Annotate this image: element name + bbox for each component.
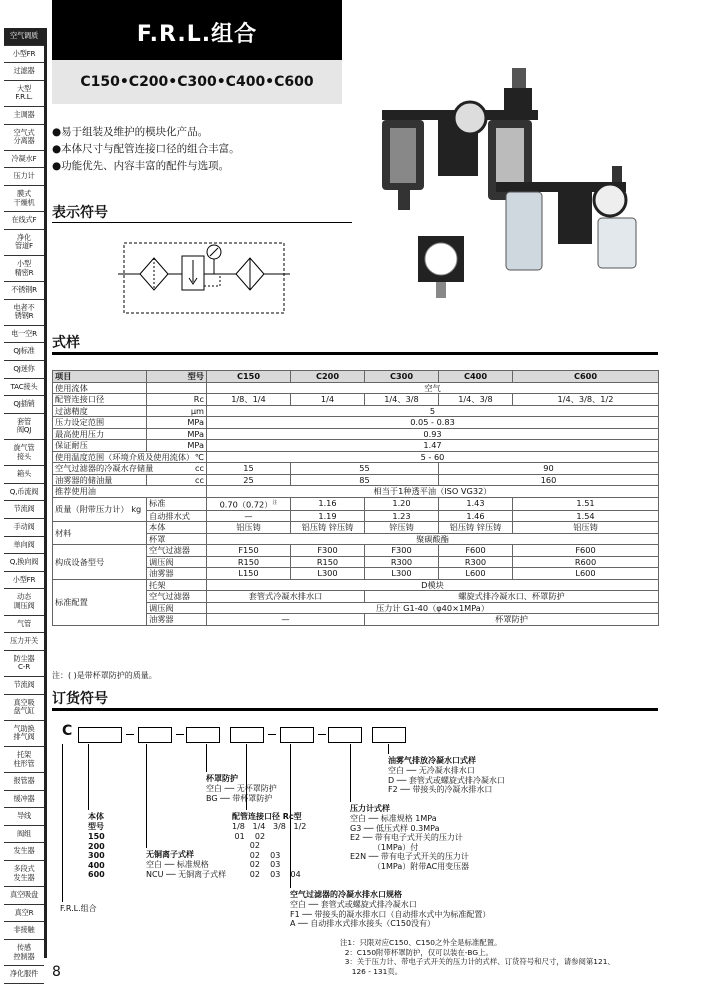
cell: 0.70（0.72） (219, 499, 273, 510)
table-row (53, 428, 659, 440)
sidebar-tab[interactable]: 导线 (4, 808, 44, 826)
cell: 杯罩防护 (365, 614, 659, 626)
cell: 1.20 (365, 497, 439, 510)
port-title: 配管连接口径 Rc型 (232, 812, 302, 821)
cell: — (207, 614, 365, 626)
leader-line (350, 744, 351, 802)
title-banner (52, 0, 342, 60)
cell: 1.43 (439, 497, 513, 510)
spec-heading-rule (52, 352, 658, 355)
cell: 套管式冷凝水排水口 (207, 591, 365, 603)
symbol-heading-rule (52, 222, 352, 223)
sidebar-tab[interactable]: 不锈钢R (4, 282, 44, 300)
product-photo (372, 68, 662, 302)
leader-line (388, 744, 389, 754)
sidebar-tab[interactable]: 小型FR (4, 572, 44, 590)
sidebar-tab[interactable]: Q,币流阀 (4, 484, 44, 502)
cell: 15 (207, 463, 291, 475)
row-unit: MPa (147, 428, 207, 440)
table-row (53, 463, 659, 475)
sub-label: 托架 (147, 579, 207, 591)
row-label: 最高使用压力 (53, 428, 147, 440)
subtitle-banner (52, 60, 342, 104)
cell: F300 (365, 545, 439, 557)
model-c150: C150 (207, 371, 291, 383)
table-row (53, 545, 659, 557)
sidebar-tab[interactable]: QJ迷你 (4, 361, 44, 379)
cell: R300 (365, 556, 439, 568)
page-title: F.R.L.组合 (136, 22, 258, 47)
note-mark: 注 (272, 499, 278, 506)
sidebar-tab[interactable]: 节流阀 (4, 501, 44, 519)
cell: L300 (365, 568, 439, 580)
row-unit: MPa (147, 440, 207, 452)
row-label: 油雾器的储油量 (53, 474, 147, 486)
model-c600: C600 (513, 371, 659, 383)
sub-label: 调压阀 (147, 602, 207, 614)
leader-line (146, 744, 147, 848)
sidebar-tab[interactable]: 压力计 (4, 168, 44, 186)
spec-heading: 式样 (52, 335, 80, 351)
cell: 90 (439, 463, 659, 475)
cell: 1.23 (365, 510, 439, 522)
model-c400: C400 (439, 371, 513, 383)
cell: 85 (291, 474, 439, 486)
row-value: 1.47 (207, 440, 659, 452)
cell: 1/4、3/8 (439, 394, 513, 406)
cell: R150 (207, 556, 291, 568)
code-dash (126, 734, 134, 735)
cell: F600 (513, 545, 659, 557)
sidebar-tab[interactable]: 套管 阀QJ (4, 414, 44, 440)
row-label: 标准配置 (53, 579, 147, 625)
sub-label: 调压阀 (147, 556, 207, 568)
drainf-title: 空气过滤器的冷凝水排水口规格 (290, 890, 402, 899)
cell: L600 (439, 568, 513, 580)
cell: R600 (513, 556, 659, 568)
code-box-drainl (372, 727, 406, 743)
code-dash (176, 734, 184, 735)
cell: F150 (207, 545, 291, 557)
model-c300: C300 (365, 371, 439, 383)
cell: 25 (207, 474, 291, 486)
row-label: 推荐使用油 (53, 486, 207, 498)
code-box-drainf (328, 727, 362, 743)
sidebar-tab[interactable]: 大型 F.R.L. (4, 81, 44, 107)
row-unit: kg (131, 504, 142, 515)
symbol-heading: 表示符号 (52, 205, 108, 221)
cell: 1.16 (291, 497, 365, 510)
cell: 1.19 (291, 510, 365, 522)
sub-label: 空气过滤器 (147, 591, 207, 603)
drainl-title: 油雾气排放冷凝水口式样 (388, 756, 476, 765)
code-dash (268, 734, 276, 735)
cell: 压力计 G1-40（φ40×1MPa） (207, 602, 659, 614)
row-unit: cc (147, 474, 207, 486)
sub-label: 自动排水式 (147, 510, 207, 522)
sidebar-nav (4, 28, 44, 984)
sidebar-tab[interactable]: 真空吸盘 (4, 887, 44, 905)
sidebar-tab[interactable]: 防尘器 C-R (4, 651, 44, 677)
drainl-list: 空白 ── 无冷凝水排水口 D ── 套管式或螺旋式排冷凝水口 F2 ── 带接头的冷凝水排水口 (388, 766, 505, 795)
sidebar-tab[interactable]: 膜式 干燥机 (4, 186, 44, 212)
drainf-list: 空白 ── 套管式或螺旋式排冷凝水口 F1 ── 带接头的凝水排水口（自动排水式中为标准配置） A ── 自动排水式排水接头（C150没有） (290, 900, 491, 929)
sidebar-tab[interactable]: Q,换向阀 (4, 554, 44, 572)
row-label: 质量（附带压力计） (55, 504, 129, 515)
sidebar-tab[interactable]: 空气式 分离器 (4, 125, 44, 151)
sidebar-tab[interactable]: 压力开关 (4, 633, 44, 651)
table-row (53, 579, 659, 591)
code-box-port (230, 727, 264, 743)
sidebar-tab[interactable]: 小型 精密R (4, 256, 44, 282)
table-row (53, 405, 659, 417)
port-list: 1/8 1/4 3/8 1/2 01 02 02 02 03 02 03 02 03 04 (232, 822, 307, 879)
row-label: 空气过滤器的冷凝水存储量 (55, 463, 154, 473)
sidebar-tab[interactable]: QJ标准 (4, 343, 44, 361)
sidebar-tab[interactable]: 气管 (4, 616, 44, 634)
bowl-title: 杯罩防护 (206, 774, 238, 783)
sidebar-divider (44, 28, 47, 958)
nc-list: 空白 ── 标准规格 NCU ── 无铜离子式样 (146, 860, 227, 879)
row-value: 5 - 60 (207, 451, 659, 463)
row-label: 使用温度范围（环境介质及使用流体） (55, 451, 195, 462)
row-value: 空气 (207, 382, 659, 394)
code-box-body (78, 727, 122, 743)
gauge-title: 压力计式样 (350, 804, 390, 813)
table-row (53, 440, 659, 452)
cell: 160 (439, 474, 659, 486)
page-number: 8 (52, 964, 61, 980)
frl-label: F.R.L.组合 (60, 904, 97, 913)
table-row (53, 522, 659, 534)
cell: L600 (513, 568, 659, 580)
cell: R300 (439, 556, 513, 568)
table-row (53, 486, 659, 498)
cell: 1/4、3/8、1/2 (513, 394, 659, 406)
sidebar-tab[interactable]: 主调器 (4, 107, 44, 125)
row-value: 0.05 - 0.83 (207, 417, 659, 429)
sidebar-tab[interactable]: 旋气管 接头 (4, 440, 44, 466)
cell: 55 (291, 463, 439, 475)
sub-label: 空气过滤器 (147, 545, 207, 557)
row-unit: ℃ (194, 451, 204, 462)
gauge-list: 空白 ── 标准规格 1MPa G3 ── 低压式样 0.3MPa E2 ── 带有电子式开关的压力计 （1MPa）付 E2N ── 带有电子式开关的压力计 （1MPa）附带AC用变压器 (350, 814, 470, 871)
sidebar-tab[interactable]: 在线式F (4, 212, 44, 230)
feature-1: ●易于组装及维护的模块化产品。 (52, 126, 209, 138)
sidebar-tab[interactable]: 净化服件 (4, 966, 44, 984)
cell: 1/8、1/4 (207, 394, 291, 406)
header-model: 型号 (147, 371, 207, 383)
row-label: 压力设定范围 (53, 417, 147, 429)
table-row (53, 394, 659, 406)
cell: F600 (439, 545, 513, 557)
sidebar-tab[interactable]: 真空吸 盘气缸 (4, 695, 44, 721)
row-value: 0.93 (207, 428, 659, 440)
cell: 1/4 (291, 394, 365, 406)
bowl-list: 空白 ── 无杯罩防护 BG ── 带杯罩防护 (206, 784, 277, 803)
order-heading: 订货符号 (52, 691, 108, 707)
row-unit (147, 382, 207, 394)
feature-3: ●功能优先、内容丰富的配件与选项。 (52, 160, 230, 172)
code-dash (318, 734, 326, 735)
cell: L300 (291, 568, 365, 580)
table-row (53, 417, 659, 429)
table-row (53, 451, 659, 463)
model-c200: C200 (291, 371, 365, 383)
sidebar-tab[interactable]: 传感 控制器 (4, 940, 44, 966)
body-model-list: 150 200 300 400 600 (88, 832, 105, 880)
row-unit: cc (194, 463, 204, 473)
sidebar-tab[interactable]: 电者不 锈钢R (4, 300, 44, 326)
sidebar-tab[interactable]: 箱头 (4, 466, 44, 484)
row-label: 过滤精度 (53, 405, 147, 417)
sidebar-tab[interactable]: 托架 柱形管 (4, 747, 44, 773)
cell: 1.46 (439, 510, 513, 522)
sidebar-tab[interactable]: 节流阀 (4, 677, 44, 695)
cell: R150 (291, 556, 365, 568)
sidebar-tab[interactable]: 非接触 (4, 922, 44, 940)
cell: 锌压铸 (365, 522, 439, 534)
cell: 1.54 (513, 510, 659, 522)
sidebar-tab[interactable]: 气助换 排气阀 (4, 721, 44, 747)
cell: 聚碳酸酯 (207, 533, 659, 545)
code-box-nc (138, 727, 172, 743)
table-row (53, 497, 659, 510)
cell: L150 (207, 568, 291, 580)
sidebar-tab[interactable]: 动态 调压阀 (4, 589, 44, 615)
cell: 1.51 (513, 497, 659, 510)
code-box-bowl (186, 727, 220, 743)
row-label: 保证耐压 (53, 440, 147, 452)
footnotes: 注1：只限对应C150、C150之外全是标准配置。 2：C150附带杯罩防护，仅可以装在-BG上。 3：关于压力计、带电子式开关的压力计的式样、订货符号和尺寸，请参阅第121、 126 - 131页。 (340, 938, 615, 976)
frl-symbol-diagram (118, 238, 290, 318)
cell: 铝压铸 锌压铸 (291, 522, 365, 534)
sidebar-tab[interactable]: 过滤器 (4, 63, 44, 81)
nc-title: 无铜离子式样 (146, 850, 194, 859)
cell: 铝压铸 锌压铸 (439, 522, 513, 534)
row-label: 材料 (53, 522, 147, 545)
row-unit: Rc (147, 394, 207, 406)
sidebar-tab[interactable]: 手动阀 (4, 519, 44, 537)
leader-line (88, 744, 89, 810)
sidebar-tab[interactable]: 空气调质 (4, 28, 44, 46)
sidebar-tab[interactable]: 发生器 (4, 843, 44, 861)
table-row (53, 382, 659, 394)
sidebar-tab[interactable]: 多段式 发生器 (4, 861, 44, 887)
sidebar-tab[interactable]: 单向阀 (4, 537, 44, 555)
cell: D模块 (207, 579, 659, 591)
sub-label: 油雾器 (147, 568, 207, 580)
sidebar-tab[interactable]: 缓冲器 (4, 791, 44, 809)
sidebar-tab[interactable]: 净化 管道F (4, 230, 44, 256)
sidebar-tab[interactable]: 报管器 (4, 773, 44, 791)
code-box-gauge (280, 727, 314, 743)
header-item: 项目 (53, 371, 147, 383)
cell: 铝压铸 (513, 522, 659, 534)
row-unit: MPa (147, 417, 207, 429)
sub-label: 本体 (147, 522, 207, 534)
sub-label: 油雾器 (147, 614, 207, 626)
cell: 1/4、3/8 (365, 394, 439, 406)
sidebar-tab[interactable]: 真空R (4, 905, 44, 923)
leader-line (62, 744, 63, 902)
cell: F300 (291, 545, 365, 557)
code-prefix: C (62, 723, 73, 739)
sub-label: 标准 (147, 497, 207, 510)
sidebar-tab[interactable]: 电一空R (4, 326, 44, 344)
row-unit: μm (147, 405, 207, 417)
order-heading-rule (52, 708, 658, 711)
leader-line (206, 744, 207, 772)
cell: 铝压铸 (207, 522, 291, 534)
row-label: 构成设备型号 (53, 545, 147, 580)
model-list: C150•C200•C300•C400•C600 (80, 74, 314, 90)
sub-label: 杯罩 (147, 533, 207, 545)
table-note: 注：( )是带杯罩防护的质量。 (52, 671, 157, 680)
row-label: 使用流体 (53, 382, 147, 394)
spec-table (52, 370, 659, 626)
sidebar-tab[interactable]: TAC接头 (4, 379, 44, 397)
cell: — (207, 510, 291, 522)
sidebar-tab[interactable]: 小型FR (4, 46, 44, 64)
row-value: 5 (207, 405, 659, 417)
sidebar-tab[interactable]: QJ插销 (4, 396, 44, 414)
cell: 螺旋式排冷凝水口、杯罩防护 (365, 591, 659, 603)
row-value: 相当于1种透平油（ISO VG32） (207, 486, 659, 498)
body-model-title: 本体 型号 (88, 812, 104, 831)
row-label: 配管连接口径 (53, 394, 147, 406)
sidebar-tab[interactable]: 冷凝水F (4, 151, 44, 169)
table-header-row (53, 371, 659, 383)
feature-2: ●本体尺寸与配管连接口径的组合丰富。 (52, 143, 240, 155)
table-row (53, 474, 659, 486)
sidebar-tab[interactable]: 阀组 (4, 826, 44, 844)
